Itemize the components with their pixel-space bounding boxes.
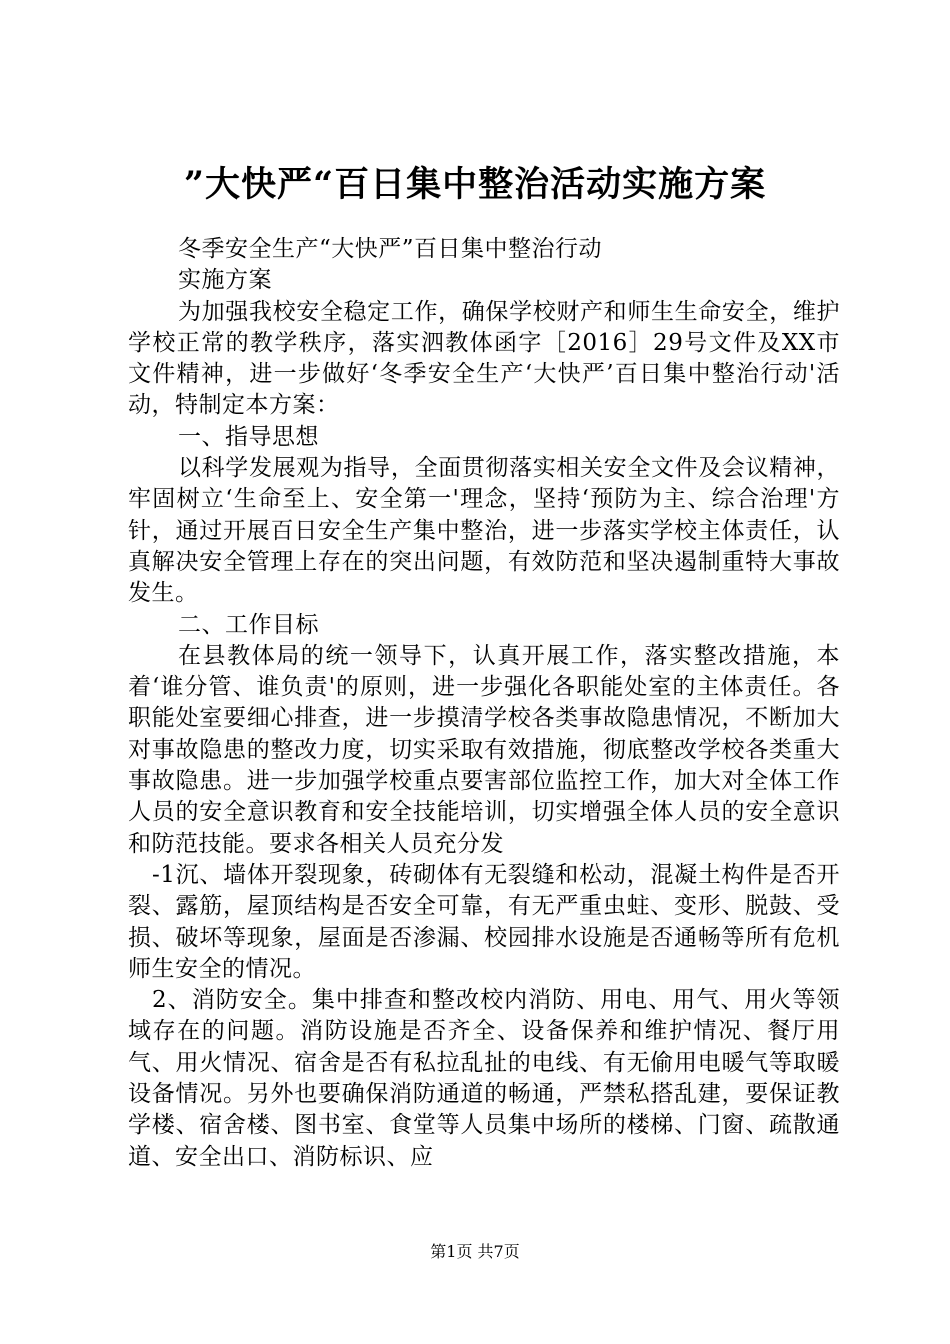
document-title: ”大快严“百日集中整治活动实施方案	[183, 164, 767, 205]
body-paragraph: 在县教体局的统一领导下，认真开展工作，落实整改措施，本着‘谁分管、谁负责'的原则，进一步强化各职能处室的主体责任。各职能处室要细心排查，进一步摸清学校各类事故隐患情况，不断加大对事故隐患的整改力度，切实采取有效措施，彻底整改学校各类重大事故隐患。进一步加强学校重点要害部位监控工作，加大对全体工作人员的安全意识教育和安全技能培训，切实增强全体人员的安全意识和防范技能。要求各相关人员充分发	[128, 642, 840, 857]
document-body	[128, 234, 840, 1173]
body-paragraph: -1沉、墙体开裂现象，砖砌体有无裂缝和松动，混凝土构件是否开裂、露筋，屋顶结构是否安全可靠，有无严重虫蛀、变形、脱鼓、受损、破坏等现象，屋面是否渗漏、校园排水设施是否通畅等所有危机师生安全的情况。	[128, 861, 840, 982]
section-heading: 一、指导思想	[178, 423, 319, 450]
subtitle-line: 实施方案	[178, 267, 272, 294]
body-paragraph: 2、消防安全。集中排查和整改校内消防、用电、用气、用火等领域存在的问题。消防设施是否齐全、设备保养和维护情况、餐厅用气、用火情况、宿舍是否有私拉乱扯的电线、有无偷用电暖气等取暖设备情况。另外也要确保消防通道的畅通，严禁私搭乱建，要保证教学楼、宿舍楼、图书室、食堂等人员集中场所的楼梯、门窗、疏散通道、安全出口、消防标识、应	[128, 987, 840, 1170]
intro-paragraph: 为加强我校安全稳定工作，确保学校财产和师生生命安全，维护学校正常的教学秩序，落实泗教体函字［2016］29号文件及XX市文件精神，进一步做好‘冬季安全生产‘大快严’百日集中整治行动'活动，特制定本方案：	[128, 298, 840, 419]
subtitle-line: 冬季安全生产“大快严”百日集中整治行动	[178, 236, 603, 262]
page-number: 第1页 共7页	[430, 1242, 520, 1261]
section-heading: 二、工作目标	[178, 611, 319, 638]
body-paragraph: 以科学发展观为指导，全面贯彻落实相关安全文件及会议精神，牢固树立‘生命至上、安全第一'理念，坚持‘预防为主、综合治理'方针，通过开展百日安全生产集中整治，进一步落实学校主体责任，认真解决安全管理上存在的突出问题，有效防范和坚决遏制重特大事故发生。	[128, 455, 840, 607]
